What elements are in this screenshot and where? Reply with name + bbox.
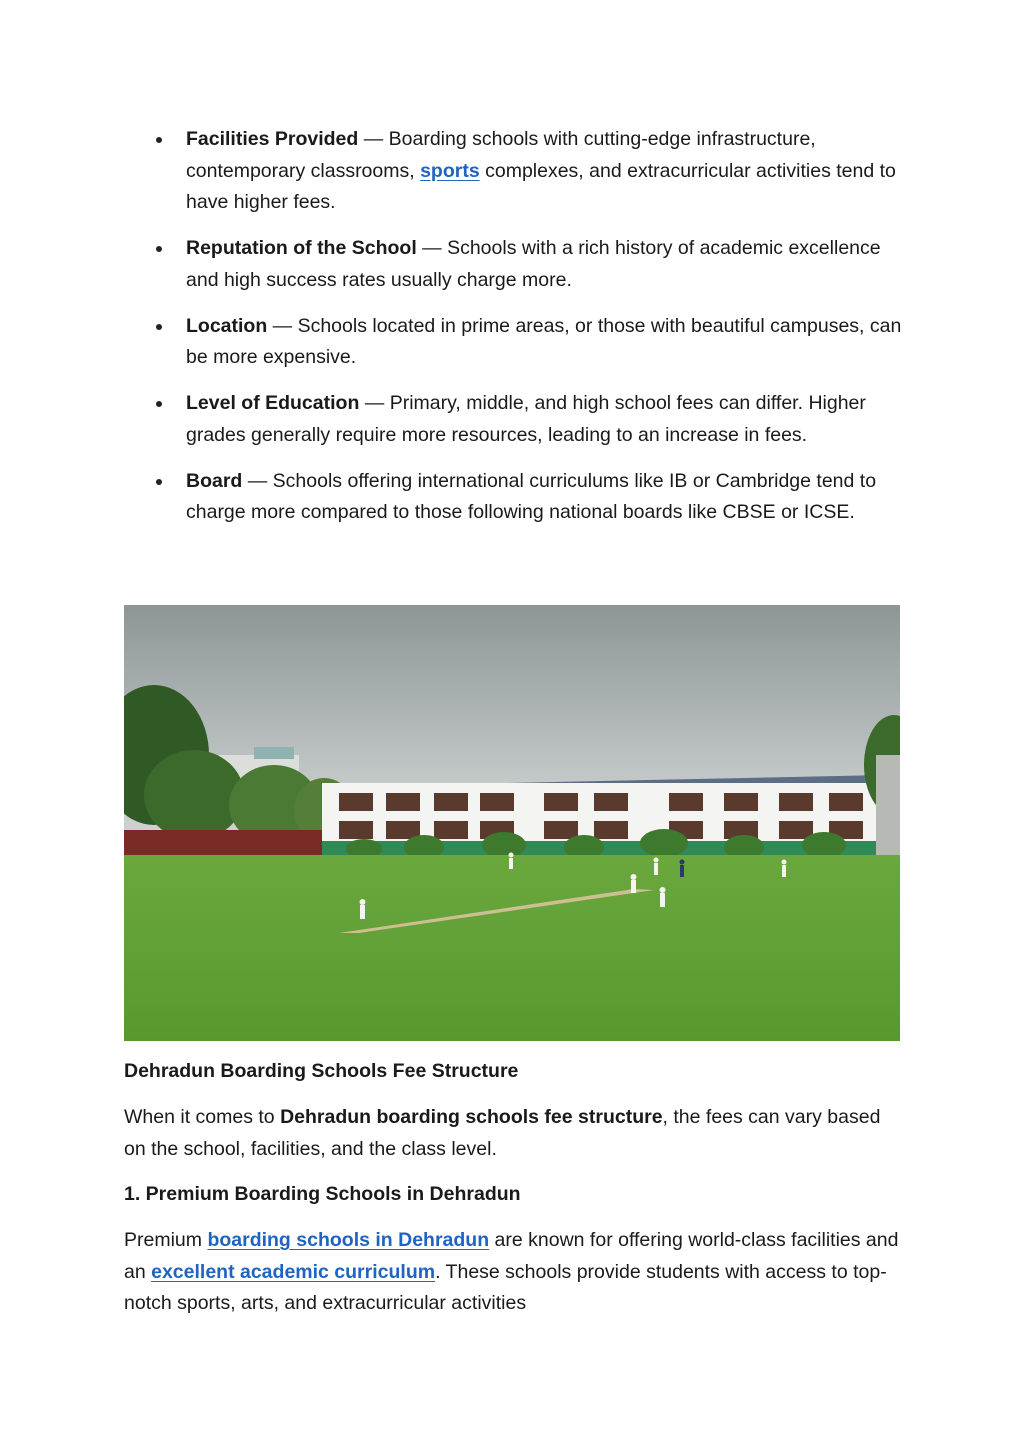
list-item [124, 233, 904, 296]
premium-text: Premium [124, 1229, 208, 1251]
bullet-section [124, 124, 904, 543]
photo-illustration [124, 605, 900, 1041]
bullet-text: — Boarding schools with cutting-edge infrastructure, contemporary classrooms, [186, 128, 816, 182]
bullet-icon [156, 479, 162, 485]
premium-text: are known for offering world-class facilities and an [124, 1229, 899, 1283]
bullet-icon [156, 324, 162, 330]
intro-text: When it comes to [124, 1106, 281, 1128]
bullet-text: — Schools offering international curriculums like IB or Cambridge tend to charge more compared to those following national boards like CBSE or ICSE. [186, 469, 877, 523]
bullet-text: — Schools with a rich history of academic excellence and high success rates usually charge more. [186, 237, 881, 291]
factor-list [124, 124, 904, 529]
list-item [124, 466, 904, 529]
bullet-icon [156, 137, 162, 143]
bullet-icon [156, 401, 162, 407]
premium-paragraph [124, 1225, 904, 1320]
bullet-icon [156, 246, 162, 252]
bullet-term: Location [186, 314, 268, 337]
sub-heading: 1. Premium Boarding Schools in Dehradun [124, 1183, 521, 1205]
bullet-text: — Primary, middle, and high school fees can differ. Higher grades generally require more resources, leading to an increase in fees. [186, 392, 866, 446]
section-heading: Dehradun Boarding Schools Fee Structure [124, 1060, 519, 1082]
sports-link[interactable]: sports [420, 159, 480, 182]
bullet-term: Reputation of the School [186, 237, 417, 259]
list-item [124, 124, 904, 219]
intro-text: , the fees can vary based on the school, facilities, and the class level. [124, 1106, 881, 1160]
premium-text: . These schools provide students with access to top-notch sports, arts, and extracurricular activities [124, 1260, 887, 1314]
bullet-term: Level of Education [186, 392, 360, 414]
academic-curriculum-link[interactable]: excellent academic curriculum [151, 1260, 436, 1283]
bullet-term: Board [186, 469, 243, 492]
bullet-term: Facilities Provided [186, 128, 359, 150]
intro-bold-text: Dehradun boarding schools fee structure [280, 1106, 663, 1128]
list-item [124, 311, 904, 374]
bullet-text: complexes, and extracurricular activities tend to have higher fees. [186, 159, 896, 213]
school-cricket-ground-photo [124, 605, 900, 1041]
bullet-text: — Schools located in prime areas, or those with beautiful campuses, can be more expensive. [186, 314, 902, 368]
list-item [124, 388, 904, 451]
boarding-schools-link[interactable]: boarding schools in Dehradun [207, 1229, 490, 1251]
intro-paragraph [124, 1102, 904, 1165]
